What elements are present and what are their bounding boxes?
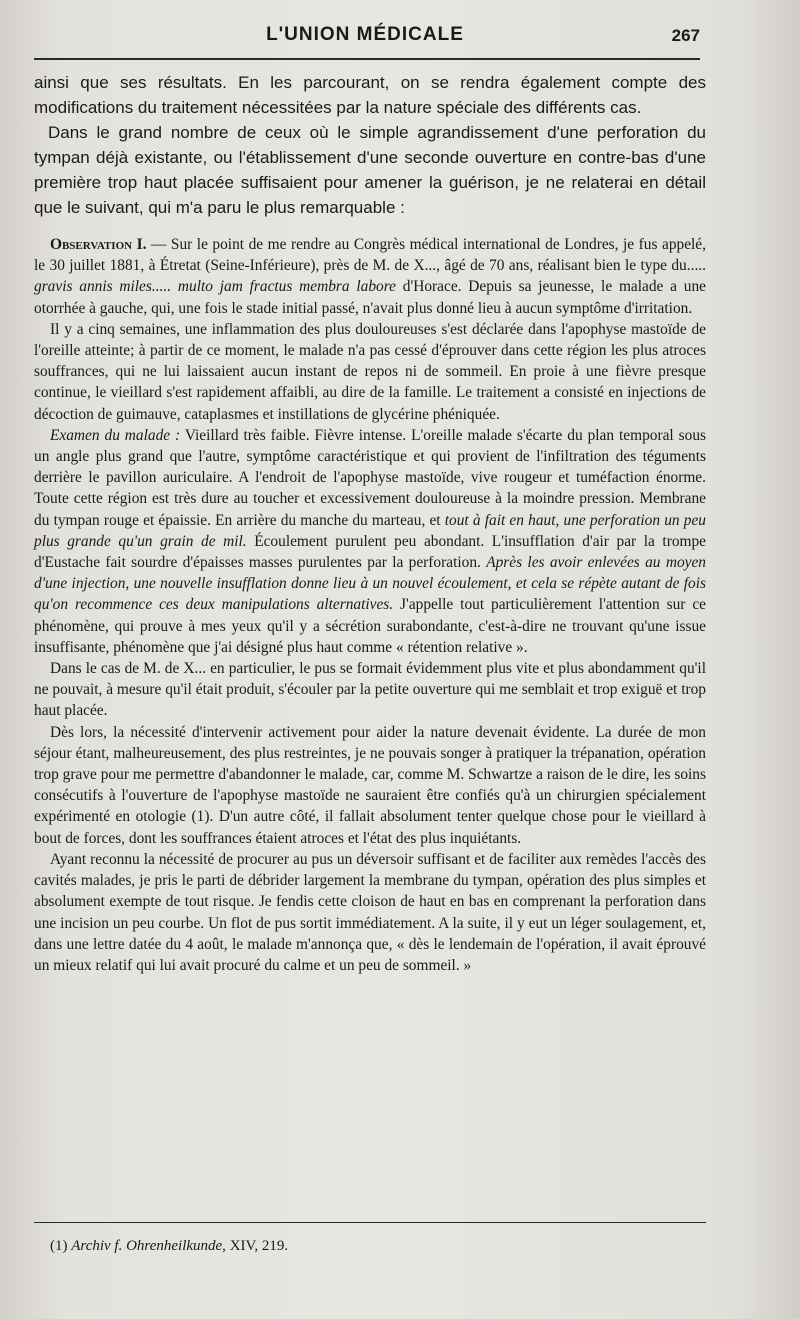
text-run: Vieillard très faible. Fièvre intense. L'oreille malade s'écarte du plan temporal sous un angle plus grand que l'autre, symptôme caractéristique et qui provient de l'infiltration des téguments derrière le pavillon auriculaire. A l'endroit de l'apophyse mastoïde, vive rougeur et tuméfaction énorme. Toute cette région est très dure au toucher et excessivement douloureuse à la moindre pression. Membrane du tympan rouge et épaissie. En arrière du manche du marteau, et — [34, 426, 706, 529]
footnote-rule — [34, 1222, 706, 1223]
header-rule — [34, 58, 700, 60]
footnote — [50, 1238, 710, 1255]
observation-paragraph-1 — [34, 234, 706, 319]
italic-run: Après les avoir enlevées au moyen d'une injection, une nouvelle insufflation donne lieu à un nouvel écoulement, et cela se répète autant de fois qu'on recommence ces deux manipulations alternatives. — [34, 554, 706, 614]
latin-quote: gravis annis miles..... multo jam fractus membra labore — [34, 278, 396, 296]
page-body — [34, 70, 706, 976]
text-run: — Sur le point de me rendre au Congrès médical international de Londres, je fus appelé, le 30 juillet 1881, à Étretat (Seine-Inférieure), près de M. de X..., âgé de 70 ans, réalisant bien le type du..... — [34, 236, 706, 275]
observation-paragraph-5: Dès lors, la nécessité d'intervenir activement pour aider la nature devenait évidente. La durée de mon séjour étant, malheureusement, des plus restreintes, je ne pouvais songer à pratiquer la trépanation, opération trop grave pour me permettre d'abandonner le malade, car, comme M. Schwartze a raison de le dire, les soins consécutifs à l'ouverture de l'apophyse mastoïde ne sauraient être confiés qu'à un chirurgien spécialement expérimenté en otologie (1). D'un autre côté, il fallait absolument tenter quelque chose pour le vieillard à bout de forces, dont les souffrances étaient atroces et l'état des plus inquiétants. — [34, 723, 706, 847]
examination-heading: Examen du malade : — [50, 426, 181, 444]
observation-paragraph-4: Dans le cas de M. de X... en particulier, le pus se formait évidemment plus vite et plus abondamment qu'il ne pouvait, à mesure qu'il était produit, s'écouler par la petite ouverture qui me semblait et trop exiguë et trop haut placée. — [34, 660, 706, 720]
examination-paragraph — [34, 425, 706, 658]
observation-paragraph-2: Il y a cinq semaines, une inflammation des plus douloureuses s'est déclarée dans l'apophyse mastoïde de l'oreille atteinte; à partir de ce moment, le malade n'a pas cessé d'éprouver dans cette région les plus atroces souffrances, qui ne lui laissaient aucun instant de repos ni de sommeil. En proie à une fièvre presque continue, le vieillard s'est rapidement affaibli, au dire de la famille. Le traitement a consisté en injections de décoction de guimauve, cataplasmes et instillations de glycérine phéniquée. — [34, 320, 706, 423]
running-title: L'UNION MÉDICALE — [266, 24, 464, 45]
observation-section — [34, 234, 706, 976]
observation-paragraph-6: Ayant reconnu la nécessité de procurer au pus un déversoir suffisant et de faciliter aux remèdes l'accès des cavités malades, je pris le parti de débrider largement la membrane du tympan, opération des plus simples et absolument exempte de tout risque. Je fendis cette cloison de haut en bas en comprenant la perforation dans une incision un peu courbe. Un flot de pus sortit immédiatement. A la suite, il y eut un léger soulagement, et, dans une lettre datée du 4 août, le malade m'annonça que, « dès le lendemain de l'opération, il avait éprouvé un mieux relatif qui lui avait procuré du calme et un peu de sommeil. » — [34, 850, 706, 974]
footnote-ref: XIV, 219. — [225, 1238, 289, 1254]
intro-section — [34, 70, 706, 220]
italic-run: tout à fait en haut, une perforation un peu plus grande qu'un grain de mil. — [34, 511, 706, 550]
text-run: d'Horace. Depuis sa jeunesse, le malade a une otorrhée à gauche, qui, une fois le stade initial passé, n'avait plus donné lieu à aucun symptôme d'irritation. — [34, 278, 706, 317]
text-run: Écoulement purulent peu abondant. L'insufflation d'air par la trompe d'Eustache fait sourdre d'épaisses masses purulentes par la perforation. — [34, 532, 707, 572]
intro-paragraph-1: ainsi que ses résultats. En les parcourant, on se rendra également compte des modifications du traitement nécessitées par la nature spéciale des différents cas. — [34, 73, 706, 117]
page-header — [30, 24, 700, 52]
footnote-marker: (1) — [50, 1238, 68, 1254]
intro-paragraph-2: Dans le grand nombre de ceux où le simple agrandissement d'une perforation du tympan déjà existante, ou l'établissement d'une seconde ouverture en contre-bas d'une première trop haut placée suffisaient pour amener la guérison, je ne relaterai en détail que le suivant, qui m'a paru le plus remarquable : — [34, 123, 706, 217]
footnote-source: Archiv f. Ohrenheilkunde, — [71, 1238, 226, 1254]
observation-label: Observation I. — [50, 236, 147, 253]
page-number: 267 — [671, 26, 700, 45]
text-run: J'appelle tout particulièrement l'attention sur ce phénomène, qui prouve à mes yeux qu'il y a sécrétion surabondante, c'est-à-dire ne trouvant qu'une issue insuffisante, phénomène que j'ai désigné plus haut comme « rétention relative ». — [34, 596, 706, 656]
